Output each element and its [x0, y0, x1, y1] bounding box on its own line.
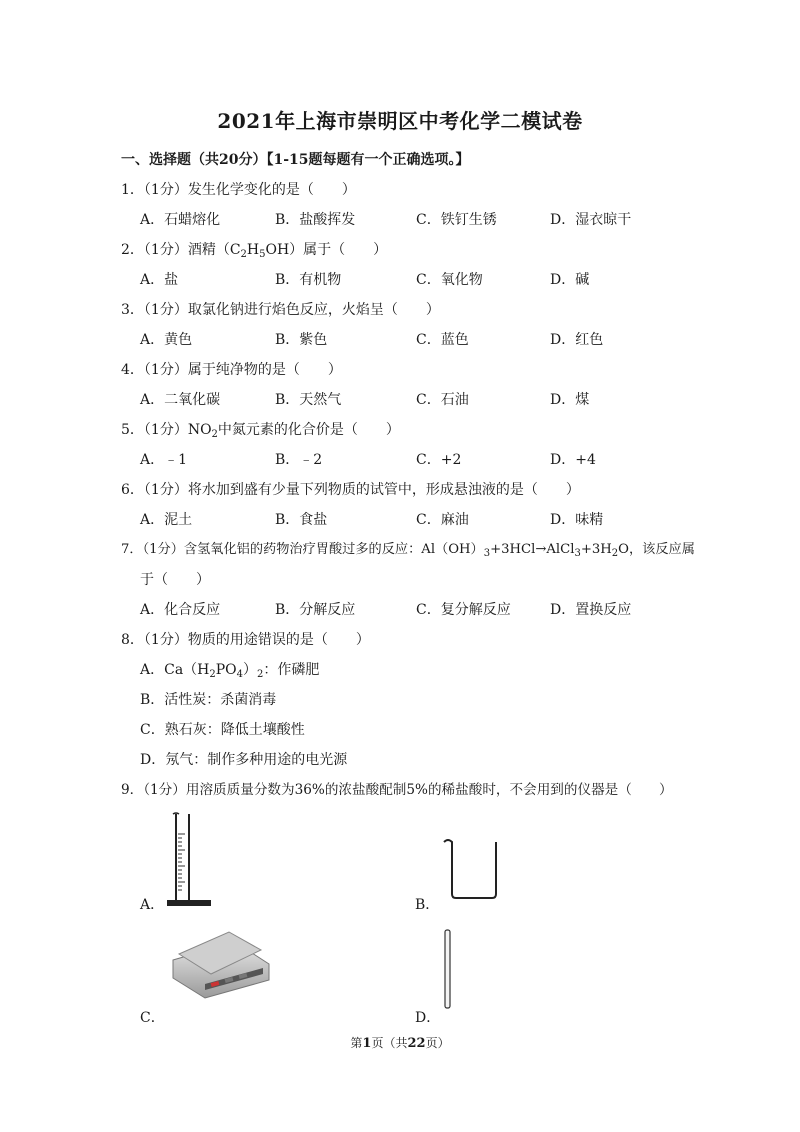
q6-option-d: D．味精: [550, 512, 604, 528]
question-7-stem-continued: 于（ ）: [140, 572, 210, 588]
q3-option-a: A．黄色: [140, 332, 193, 348]
question-9-stem: 9．（1分）用溶质质量分数为36%的浓盐酸配制5%的稀盐酸时，不会用到的仪器是（ ）: [121, 782, 673, 798]
q7-option-d: D．置换反应: [550, 602, 632, 618]
section-heading: 一、选择题（共20分）【1-15题每题有一个正确选项。】: [121, 152, 470, 168]
q7-option-c: C．复分解反应: [416, 602, 511, 618]
page-title: 2021年上海市崇明区中考化学二模试卷: [217, 109, 583, 133]
q1-option-d: D．湿衣晾干: [550, 212, 632, 228]
q2-option-a: A．盐: [140, 272, 179, 288]
q6-option-a: A．泥土: [140, 512, 193, 528]
question-5-stem: 5．（1分）$NO_2$中氮元素的化合价是（ ）: [121, 422, 400, 440]
q2-option-d: D．碱: [550, 272, 590, 288]
q8-option-c: C．熟石灰：降低土壤酸性: [140, 722, 305, 738]
beaker-icon: [440, 836, 502, 902]
q6-option-c: C．麻油: [416, 512, 469, 528]
q8-option-b: B．活性炭：杀菌消毒: [140, 692, 277, 708]
question-2-stem: 2．（1分）酒精$(C_2H_5OH)$属于（ ）: [121, 242, 388, 260]
q9-option-c: C．: [140, 1010, 165, 1026]
graduated-cylinder-icon: [165, 812, 215, 910]
q9-option-a: A．: [140, 897, 165, 913]
q1-option-c: C．铁钉生锈: [416, 212, 497, 228]
q7-option-b: B．分解反应: [275, 602, 356, 618]
q1-option-a: A．石蜡熔化: [140, 212, 221, 228]
question-1-stem: 1．（1分）发生化学变化的是（ ）: [121, 182, 356, 198]
glass-rod-icon: [442, 928, 454, 1010]
page-footer: 第1页（共22页）: [350, 1036, 450, 1051]
q2-option-c: C．氧化物: [416, 272, 483, 288]
q7-option-a: A．化合反应: [140, 602, 221, 618]
q6-option-b: B．食盐: [275, 512, 328, 528]
q9-option-d: D．: [415, 1010, 441, 1026]
q4-option-a: A．二氧化碳: [140, 392, 221, 408]
question-4-stem: 4．（1分）属于纯净物的是（ ）: [121, 362, 342, 378]
q4-option-d: D．煤: [550, 392, 590, 408]
q8-option-d: D．氖气：制作多种用途的电光源: [140, 752, 348, 768]
q5-option-d: D．+4: [550, 452, 596, 468]
question-6-stem: 6．（1分）将水加到盛有少量下列物质的试管中，形成悬浊液的是（ ）: [121, 482, 580, 498]
q5-option-a: A．﹣1: [140, 452, 188, 468]
question-7-stem: 7．（1分）含氢氧化铝的药物治疗胃酸过多的反应：$Al(OH)_3+3HCl\to AlCl_3+3H_2O$，该反应属: [121, 542, 695, 559]
q3-option-c: C．蓝色: [416, 332, 469, 348]
q5-option-b: B．﹣2: [275, 452, 323, 468]
question-3-stem: 3．（1分）取氯化钠进行焰色反应，火焰呈（ ）: [121, 302, 440, 318]
q3-option-d: D．红色: [550, 332, 604, 348]
q4-option-b: B．天然气: [275, 392, 342, 408]
q3-option-b: B．紫色: [275, 332, 328, 348]
q5-option-c: C．+2: [416, 452, 462, 468]
q2-option-b: B．有机物: [275, 272, 342, 288]
electronic-balance-icon: [165, 924, 275, 1004]
q9-option-b: B．: [415, 897, 440, 913]
question-8-stem: 8．（1分）物质的用途错误的是（ ）: [121, 632, 370, 648]
q1-option-b: B．盐酸挥发: [275, 212, 356, 228]
q8-option-a: A．$Ca(H_2PO_4)_2$：作磷肥: [140, 662, 320, 680]
q4-option-c: C．石油: [416, 392, 469, 408]
